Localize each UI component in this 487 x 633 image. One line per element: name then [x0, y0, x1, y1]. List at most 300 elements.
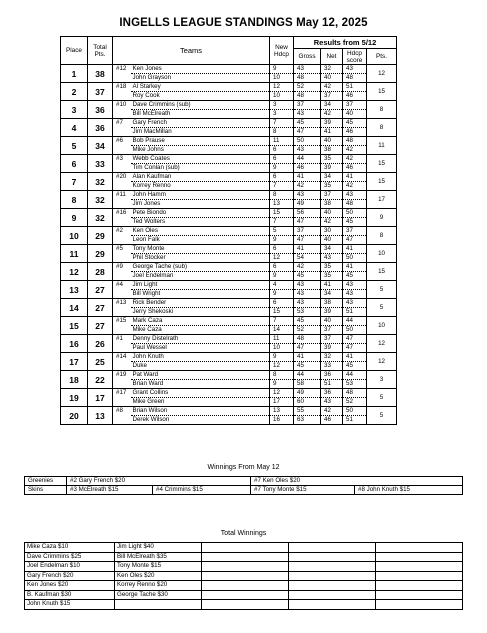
team-number-blank — [113, 398, 131, 407]
hdcp-score-cell: 42 — [343, 155, 367, 164]
total-winnings-entry — [115, 600, 202, 610]
total-pts-header: Total Pts. — [88, 37, 113, 65]
empty-cell — [202, 571, 289, 581]
total-winnings-entry: Jim Light $40 — [115, 543, 202, 553]
place-cell: 18 — [61, 371, 88, 389]
net-cell: 35 — [321, 272, 343, 281]
total-pts-cell: 27 — [88, 299, 113, 317]
new-hdcp-cell: 8 — [270, 371, 294, 380]
gross-cell: 41 — [294, 353, 321, 362]
gross-cell: 43 — [294, 110, 321, 119]
net-cell: 40 — [321, 137, 343, 146]
new-hdcp-cell: 9 — [270, 236, 294, 245]
net-cell: 37 — [321, 335, 343, 344]
gross-cell: 41 — [294, 245, 321, 254]
net-cell: 40 — [321, 317, 343, 326]
new-hdcp-cell: 6 — [270, 299, 294, 308]
hdcp-score-cell: 48 — [343, 74, 367, 83]
team-number-blank — [113, 92, 131, 101]
net-cell: 38 — [321, 200, 343, 209]
pts-cell: 15 — [367, 155, 397, 173]
empty-cell — [376, 581, 463, 591]
greenies-entry: #2 Gary French $20 — [67, 477, 251, 486]
skins-entry: #7 Tony Monte $15 — [251, 486, 355, 495]
total-pts-cell: 13 — [88, 407, 113, 425]
total-winnings-entry: Dave Crimmins $25 — [25, 552, 115, 562]
gross-cell: 37 — [294, 101, 321, 110]
hdcp-score-cell: 46 — [343, 164, 367, 173]
table-row — [61, 155, 397, 164]
pts-cell: 5 — [367, 389, 397, 407]
table-row — [61, 119, 397, 128]
table-row — [61, 245, 397, 254]
hdcp-score-cell: 43 — [343, 290, 367, 299]
team-number-blank — [113, 326, 131, 335]
player-name: Bill McElreath — [131, 110, 270, 119]
player-name: Leon Falk — [131, 236, 270, 245]
new-hdcp-cell: 8 — [270, 128, 294, 137]
place-cell: 12 — [61, 263, 88, 281]
player-name: Pete Biondo — [131, 209, 270, 218]
gross-cell: 43 — [294, 281, 321, 290]
team-number: #11 — [113, 191, 131, 200]
total-winnings-entry: B. Kaufman $30 — [25, 590, 115, 600]
team-number-blank — [113, 164, 131, 173]
total-pts-cell: 27 — [88, 281, 113, 299]
winnings-title: Winnings From May 12 — [207, 464, 280, 471]
pts-cell: 12 — [367, 353, 397, 371]
pts-cell: 5 — [367, 299, 397, 317]
gross-cell: 53 — [294, 308, 321, 317]
total-winnings-entry: Korrey Renno $20 — [115, 581, 202, 591]
place-cell: 7 — [61, 173, 88, 191]
new-hdcp-cell: 13 — [270, 200, 294, 209]
table-row — [61, 317, 397, 326]
gross-cell: 63 — [294, 416, 321, 425]
team-number-blank — [113, 254, 131, 263]
new-hdcp-cell: 4 — [270, 281, 294, 290]
pts-cell: 8 — [367, 227, 397, 245]
team-number: #15 — [113, 317, 131, 326]
hdcp-score-cell: 50 — [343, 209, 367, 218]
gross-cell: 52 — [294, 326, 321, 335]
net-cell: 38 — [321, 299, 343, 308]
player-name: George Tache (sub) — [131, 263, 270, 272]
new-hdcp-header: New Hdcp — [270, 37, 294, 65]
new-hdcp-cell: 3 — [270, 101, 294, 110]
gross-cell: 58 — [294, 380, 321, 389]
hdcp-score-cell: 44 — [343, 317, 367, 326]
table-row — [61, 353, 397, 362]
player-name: Pat Ward — [131, 371, 270, 380]
net-cell: 37 — [321, 191, 343, 200]
total-pts-cell: 17 — [88, 389, 113, 407]
net-cell: 40 — [321, 209, 343, 218]
net-cell: 42 — [321, 407, 343, 416]
net-cell: 34 — [321, 173, 343, 182]
gross-cell: 45 — [294, 362, 321, 371]
total-pts-cell: 34 — [88, 137, 113, 155]
player-name: Mike Caza — [131, 326, 270, 335]
pts-cell: 5 — [367, 281, 397, 299]
teams-header: Teams — [113, 37, 270, 65]
team-number: #6 — [113, 137, 131, 146]
new-hdcp-cell: 7 — [270, 218, 294, 227]
player-name: Webb Coates — [131, 155, 270, 164]
hdcp-score-cell: 40 — [343, 110, 367, 119]
net-cell: 39 — [321, 308, 343, 317]
team-number: #17 — [113, 389, 131, 398]
total-winnings-table — [24, 542, 463, 610]
player-name: Al Starkey — [131, 83, 270, 92]
net-cell: 51 — [321, 380, 343, 389]
place-cell: 3 — [61, 101, 88, 119]
net-cell: 30 — [321, 227, 343, 236]
pts-cell: 17 — [367, 191, 397, 209]
player-name: Mike Johns — [131, 146, 270, 155]
gross-cell: 47 — [294, 344, 321, 353]
team-number-blank — [113, 146, 131, 155]
hdcp-score-cell: 41 — [343, 173, 367, 182]
team-number: #1 — [113, 335, 131, 344]
net-cell: 39 — [321, 119, 343, 128]
empty-cell — [376, 543, 463, 553]
empty-cell — [376, 600, 463, 610]
new-hdcp-cell: 6 — [270, 146, 294, 155]
total-pts-cell: 28 — [88, 263, 113, 281]
gross-cell: 55 — [294, 407, 321, 416]
team-number: #4 — [113, 281, 131, 290]
new-hdcp-cell: 9 — [270, 65, 294, 74]
gross-cell: 44 — [294, 371, 321, 380]
totals-row — [25, 562, 463, 572]
total-pts-cell: 37 — [88, 83, 113, 101]
table-row — [61, 389, 397, 398]
team-number-blank — [113, 308, 131, 317]
pts-cell: 12 — [367, 335, 397, 353]
place-cell: 16 — [61, 335, 88, 353]
net-cell: 40 — [321, 74, 343, 83]
table-row — [61, 281, 397, 290]
gross-cell: 43 — [294, 65, 321, 74]
new-hdcp-cell: 12 — [270, 83, 294, 92]
new-hdcp-cell: 3 — [270, 110, 294, 119]
net-cell: 35 — [321, 182, 343, 191]
new-hdcp-cell: 17 — [270, 398, 294, 407]
net-cell: 36 — [321, 371, 343, 380]
empty-cell — [289, 552, 376, 562]
total-winnings-entry: Bill McElreath $35 — [115, 552, 202, 562]
table-row — [61, 227, 397, 236]
total-pts-cell: 22 — [88, 371, 113, 389]
empty-cell — [202, 543, 289, 553]
total-pts-cell: 38 — [88, 65, 113, 83]
place-cell: 17 — [61, 353, 88, 371]
new-hdcp-cell: 7 — [270, 119, 294, 128]
hdcp-score-cell: 47 — [343, 344, 367, 353]
team-number-blank — [113, 110, 131, 119]
gross-cell: 47 — [294, 128, 321, 137]
hdcp-score-cell: 44 — [343, 371, 367, 380]
net-cell: 43 — [321, 398, 343, 407]
new-hdcp-cell: 6 — [270, 263, 294, 272]
net-cell: 34 — [321, 290, 343, 299]
gross-cell: 54 — [294, 254, 321, 263]
place-cell: 6 — [61, 155, 88, 173]
net-cell: 40 — [321, 236, 343, 245]
gross-cell: 44 — [294, 155, 321, 164]
empty-cell — [202, 590, 289, 600]
player-name: John Grayson — [131, 74, 270, 83]
totals-row — [25, 600, 463, 610]
gross-cell: 52 — [294, 83, 321, 92]
total-pts-cell: 27 — [88, 317, 113, 335]
new-hdcp-cell: 8 — [270, 191, 294, 200]
gross-cell: 46 — [294, 164, 321, 173]
new-hdcp-cell: 6 — [270, 155, 294, 164]
hdcp-score-cell: 37 — [343, 101, 367, 110]
team-number: #18 — [113, 83, 131, 92]
place-cell: 1 — [61, 65, 88, 83]
net-cell: 32 — [321, 353, 343, 362]
new-hdcp-cell: 6 — [270, 173, 294, 182]
pts-cell: 15 — [367, 263, 397, 281]
pts-cell: 12 — [367, 65, 397, 83]
gross-cell: 43 — [294, 290, 321, 299]
hdcp-score-cell: 51 — [343, 308, 367, 317]
page-title: INGELLS LEAGUE STANDINGS May 12, 2025 — [119, 17, 368, 29]
player-name: Phil Stocker — [131, 254, 270, 263]
empty-cell — [202, 552, 289, 562]
hdcp-score-cell: 48 — [343, 137, 367, 146]
new-hdcp-cell: 5 — [270, 227, 294, 236]
net-cell: 46 — [321, 416, 343, 425]
pts-cell: 11 — [367, 137, 397, 155]
hdcp-score-cell: 42 — [343, 146, 367, 155]
total-winnings-entry: Ken Oles $20 — [115, 571, 202, 581]
hdcp-score-cell: 42 — [343, 182, 367, 191]
empty-cell — [289, 590, 376, 600]
hdcp-score-cell: 45 — [343, 272, 367, 281]
team-number: #13 — [113, 299, 131, 308]
skins-entry: #3 McElreath $15 — [67, 486, 153, 495]
team-number-blank — [113, 236, 131, 245]
team-number-blank — [113, 416, 131, 425]
net-cell: 33 — [321, 362, 343, 371]
hdcp-score-cell: 46 — [343, 128, 367, 137]
totals-row — [25, 543, 463, 553]
pts-cell: 5 — [367, 407, 397, 425]
player-name: Tim Conlan (sub) — [131, 164, 270, 173]
hdcp-score-cell: 43 — [343, 299, 367, 308]
player-name: Brian Wilson — [131, 407, 270, 416]
place-cell: 11 — [61, 245, 88, 263]
empty-cell — [376, 552, 463, 562]
hdcp-score-cell: 50 — [343, 254, 367, 263]
total-pts-cell: 32 — [88, 209, 113, 227]
new-hdcp-cell: 11 — [270, 335, 294, 344]
table-row — [61, 101, 397, 110]
empty-cell — [202, 600, 289, 610]
empty-cell — [202, 562, 289, 572]
total-pts-cell: 29 — [88, 245, 113, 263]
net-cell: 42 — [321, 83, 343, 92]
total-winnings-entry: Mike Caza $10 — [25, 543, 115, 553]
total-pts-cell: 36 — [88, 101, 113, 119]
team-number-blank — [113, 362, 131, 371]
team-number: #5 — [113, 245, 131, 254]
place-cell: 19 — [61, 389, 88, 407]
place-cell: 9 — [61, 209, 88, 227]
new-hdcp-cell: 10 — [270, 74, 294, 83]
player-name: Dave Crimmins (sub) — [131, 101, 270, 110]
net-cell: 38 — [321, 146, 343, 155]
place-cell: 20 — [61, 407, 88, 425]
gross-cell: 47 — [294, 218, 321, 227]
gross-cell: 42 — [294, 263, 321, 272]
table-row — [61, 335, 397, 344]
team-number: #2 — [113, 227, 131, 236]
player-name: Grant Collins — [131, 389, 270, 398]
total-winnings-entry: Tony Monte $15 — [115, 562, 202, 572]
hdcp-score-cell: 50 — [343, 407, 367, 416]
team-number-blank — [113, 200, 131, 209]
gross-cell: 43 — [294, 299, 321, 308]
empty-cell — [289, 581, 376, 591]
net-cell: 37 — [321, 92, 343, 101]
net-header: Net — [321, 49, 343, 65]
gross-cell: 48 — [294, 335, 321, 344]
player-name: Denny Distelrath — [131, 335, 270, 344]
gross-cell: 43 — [294, 146, 321, 155]
table-row — [61, 299, 397, 308]
net-cell: 39 — [321, 164, 343, 173]
hdcp-score-cell: 43 — [343, 191, 367, 200]
player-name: Tony Monte — [131, 245, 270, 254]
player-name: Korrey Renno — [131, 182, 270, 191]
pts-cell: 10 — [367, 317, 397, 335]
gross-cell: 45 — [294, 119, 321, 128]
team-number: #16 — [113, 209, 131, 218]
gross-cell: 50 — [294, 137, 321, 146]
hdcp-score-cell: 47 — [343, 236, 367, 245]
place-cell: 2 — [61, 83, 88, 101]
new-hdcp-cell: 9 — [270, 272, 294, 281]
pts-cell: 10 — [367, 245, 397, 263]
empty-cell — [289, 571, 376, 581]
team-number: #20 — [113, 173, 131, 182]
table-row — [61, 209, 397, 218]
totals-row — [25, 571, 463, 581]
totals-title: Total Winnings — [220, 530, 267, 537]
hdcp-score-cell: 50 — [343, 326, 367, 335]
winnings-table — [24, 476, 463, 495]
hdcp-score-cell: 43 — [343, 281, 367, 290]
gross-cell: 60 — [294, 398, 321, 407]
pts-cell: 8 — [367, 101, 397, 119]
net-cell: 42 — [321, 110, 343, 119]
pts-cell: 15 — [367, 83, 397, 101]
net-cell: 39 — [321, 344, 343, 353]
table-row — [61, 83, 397, 92]
pts-cell: 8 — [367, 119, 397, 137]
net-cell: 41 — [321, 281, 343, 290]
empty-cell — [289, 543, 376, 553]
skins-entry: #8 John Knuth $15 — [355, 486, 463, 495]
new-hdcp-cell: 14 — [270, 326, 294, 335]
table-row — [61, 137, 397, 146]
player-name: Ken Oles — [131, 227, 270, 236]
new-hdcp-cell: 12 — [270, 389, 294, 398]
team-number-blank — [113, 272, 131, 281]
new-hdcp-cell: 9 — [270, 353, 294, 362]
team-number: #9 — [113, 263, 131, 272]
team-number-blank — [113, 128, 131, 137]
pts-cell: 3 — [367, 371, 397, 389]
hdcp-score-cell: 41 — [343, 353, 367, 362]
total-pts-cell: 29 — [88, 227, 113, 245]
total-winnings-entry: George Tache $30 — [115, 590, 202, 600]
hdcp-score-cell: 52 — [343, 398, 367, 407]
results-header: Results from 5/12 — [294, 37, 397, 49]
hdcp-score-cell: 53 — [343, 380, 367, 389]
team-number-blank — [113, 182, 131, 191]
net-cell: 35 — [321, 155, 343, 164]
standings-table — [60, 36, 397, 425]
total-pts-cell: 26 — [88, 335, 113, 353]
greenies-entry: #7 Ken Oles $20 — [251, 477, 463, 486]
new-hdcp-cell: 12 — [270, 254, 294, 263]
team-number-blank — [113, 344, 131, 353]
player-name: Mike Green — [131, 398, 270, 407]
team-number: #7 — [113, 119, 131, 128]
gross-cell: 48 — [294, 74, 321, 83]
new-hdcp-cell: 6 — [270, 245, 294, 254]
player-name: Ted Wolters — [131, 218, 270, 227]
new-hdcp-cell: 13 — [270, 407, 294, 416]
new-hdcp-cell: 15 — [270, 308, 294, 317]
player-name: Rick Bender — [131, 299, 270, 308]
net-cell: 32 — [321, 65, 343, 74]
new-hdcp-cell: 10 — [270, 344, 294, 353]
player-name: Paul Wessel — [131, 344, 270, 353]
empty-cell — [376, 590, 463, 600]
team-number-blank — [113, 218, 131, 227]
team-number: #14 — [113, 353, 131, 362]
player-name: Jim MacMillan — [131, 128, 270, 137]
hdcp-score-cell: 43 — [343, 65, 367, 74]
hdcp-score-cell: 45 — [343, 218, 367, 227]
table-row — [61, 65, 397, 74]
new-hdcp-cell: 9 — [270, 380, 294, 389]
skins-entry: #4 Crimmins $15 — [153, 486, 251, 495]
place-header: Place — [61, 37, 88, 65]
player-name: Mark Caza — [131, 317, 270, 326]
new-hdcp-cell: 16 — [270, 416, 294, 425]
hdcp-score-cell: 41 — [343, 263, 367, 272]
net-cell: 35 — [321, 263, 343, 272]
total-winnings-entry: Ken Jones $20 — [25, 581, 115, 591]
pts-cell: 9 — [367, 209, 397, 227]
net-cell: 42 — [321, 218, 343, 227]
total-winnings-entry: John Knuth $15 — [25, 600, 115, 610]
player-name: Ken Jones — [131, 65, 270, 74]
totals-row — [25, 581, 463, 591]
hdcp-score-cell: 41 — [343, 245, 367, 254]
team-number-blank — [113, 290, 131, 299]
place-cell: 15 — [61, 317, 88, 335]
totals-row — [25, 590, 463, 600]
